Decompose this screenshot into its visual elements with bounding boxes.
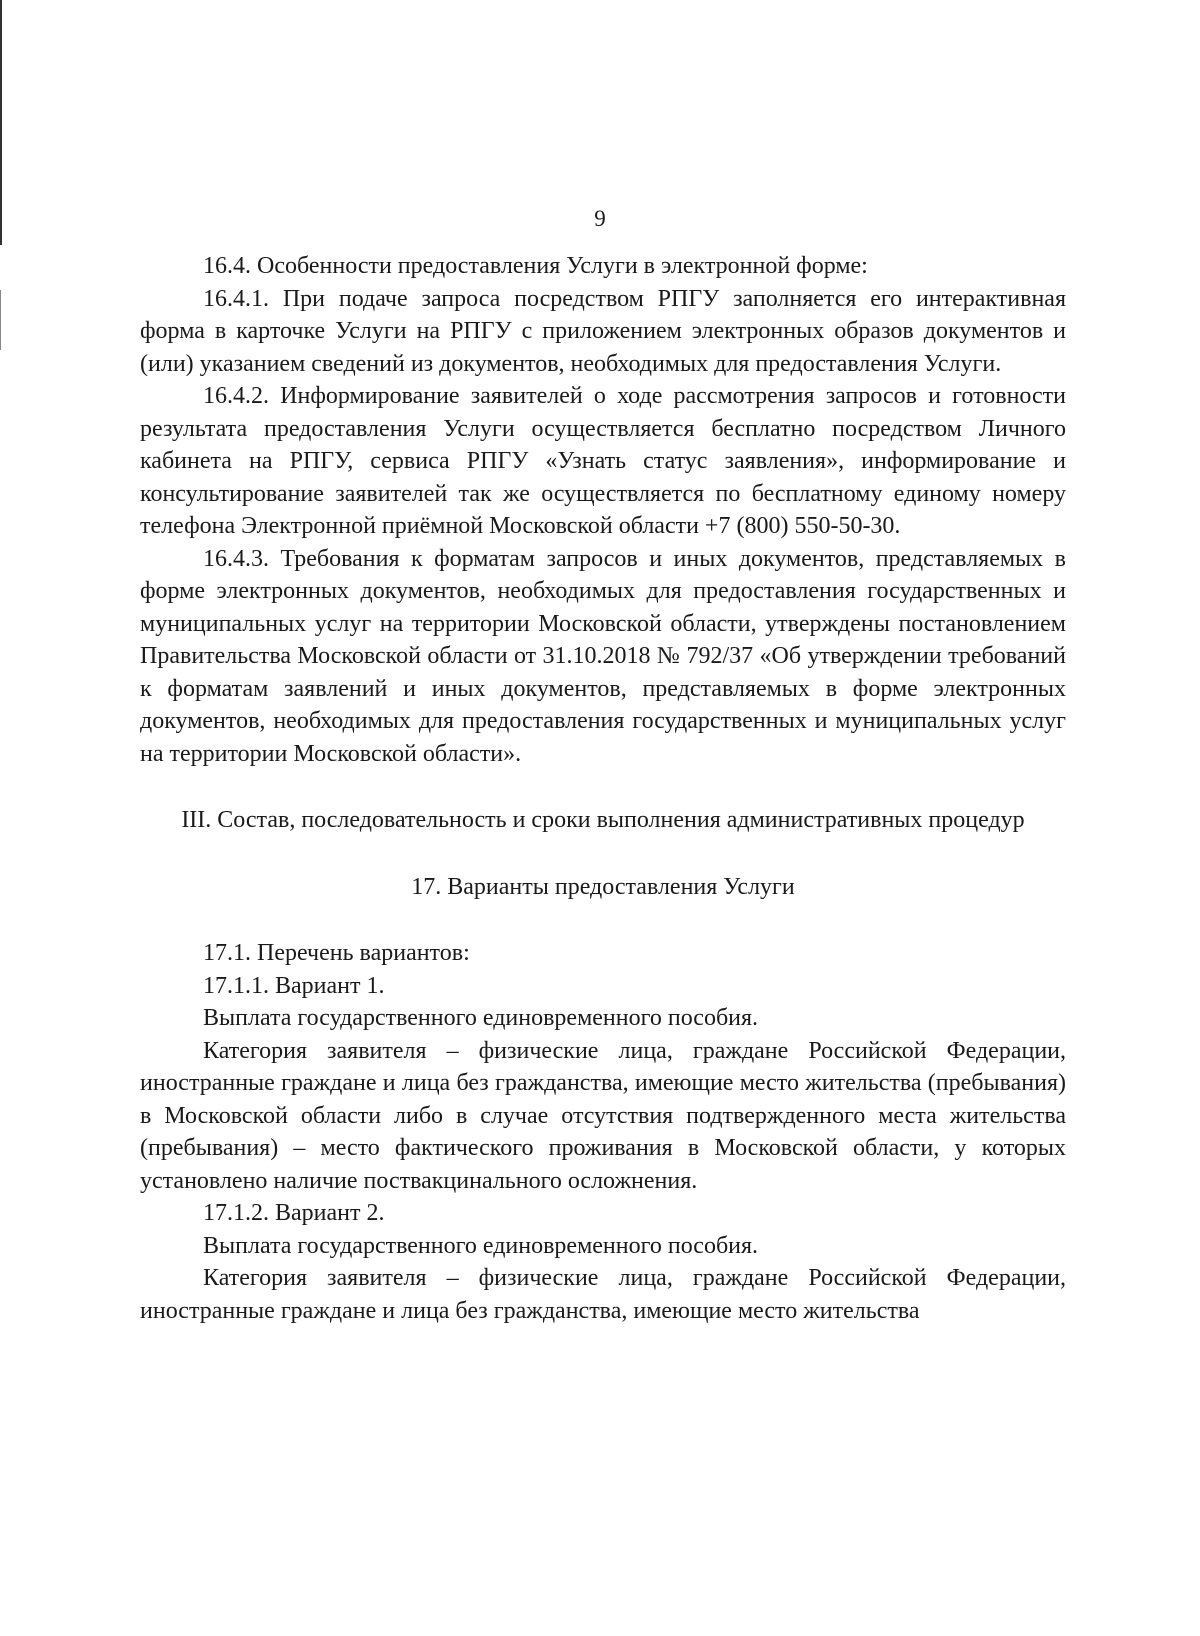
- paragraph-variant-1-title: Выплата государственного единовременного пособия.: [203, 1005, 759, 1031]
- paragraph-17-1: 17.1. Перечень вариантов:: [203, 940, 470, 966]
- paragraph-variant-1-category: Категория заявителя – физические лица, граждане Российской Федерации, иностранные граждане и лица без гражданства, имеющие место жительства (пребывания) в Московской области либо в случае отсутствия подтвержденного места жительства (пребывания) – место фактического проживания в Московской области, у которых установлено наличие поствакцинального осложнения.: [140, 1037, 1066, 1194]
- paragraph-17-1-2: 17.1.2. Вариант 2.: [203, 1200, 385, 1226]
- paragraph-16-4-1: 16.4.1. При подаче запроса посредством РПГУ заполняется его интерактивная форма в карточке Услуги на РПГУ с приложением электронных образов документов и (или) указанием сведений из документов, необходимых для предоставления Услуги.: [140, 285, 1066, 377]
- paragraph-17-1-1: 17.1.1. Вариант 1.: [203, 972, 385, 999]
- paragraph-16-4: 16.4. Особенности предоставления Услуги в электронной форме:: [203, 253, 868, 279]
- scan-edge-mark: [0, 290, 1, 350]
- section-heading: III. Состав, последовательность и сроки выполнения административных процедур: [181, 807, 1025, 833]
- subsection-heading: 17. Варианты предоставления Услуги: [411, 873, 795, 900]
- paragraph-16-4-3: 16.4.3. Требования к форматам запросов и иных документов, представляемых в форме электронных документов, необходимых для предоставления государственных и муниципальных услуг на территории Московской области, утверждены постановлением Правительства Московской области от 31.10.2018 № 792/37 «Об утверждении требований к форматам заявлений и иных документов, представляемых в форме электронных документов, необходимых для предоставления государственных и муниципальных услуг на территории Московской области».: [140, 545, 1066, 767]
- paragraph-16-4-2: 16.4.2. Информирование заявителей о ходе рассмотрения запросов и готовности результата предоставления Услуги осуществляется бесплатно посредством Личного кабинета на РПГУ, сервиса РПГУ «Узнать статус заявления», информирование и консультирование заявителей так же осуществляется по бесплатному единому номеру телефона Электронной приёмной Московской области +7 (800) 550-50-30.: [140, 383, 1066, 539]
- document-body: [140, 250, 1066, 1327]
- paragraph-variant-2-category: Категория заявителя – физические лица, граждане Российской Федерации, иностранные граждане и лица без гражданства, имеющие место жительства: [140, 1265, 1066, 1324]
- paragraph-variant-2-title: Выплата государственного единовременного пособия.: [203, 1232, 759, 1259]
- page-number: 9: [594, 206, 606, 231]
